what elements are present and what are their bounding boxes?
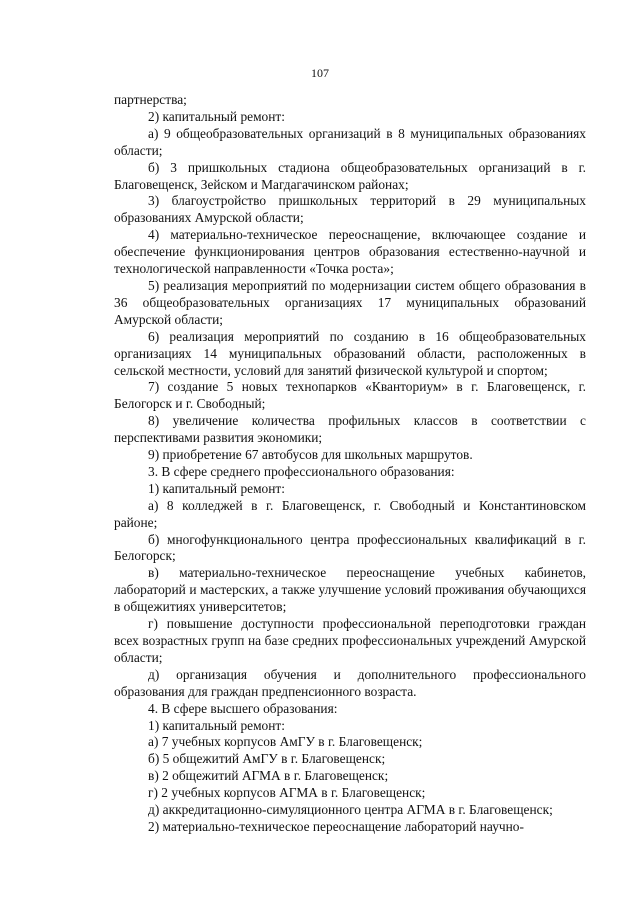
section-heading: 4. В сфере высшего образования: (148, 700, 338, 716)
page-number: 107 (311, 66, 329, 80)
paragraph: д) организация обучения и дополнительного профессионального образования для граждан предпенсионного возраста. (114, 666, 586, 699)
paragraph: 2) капитальный ремонт: (148, 108, 285, 124)
paragraph: 9) приобретение 67 автобусов для школьных маршрутов. (148, 447, 473, 463)
paragraph: г) 2 учебных корпусов АГМА в г. Благовещенск; (148, 785, 426, 801)
paragraph: 7) создание 5 новых технопарков «Кванториум» в г. Благовещенск, г. Белогорск и г. Свободный; (114, 379, 586, 412)
paragraph: 8) увеличение количества профильных классов в соответствии с перспективами развития экономики; (114, 413, 586, 446)
paragraph: б) многофункционального центра профессиональных квалификаций в г. Белогорск; (114, 531, 586, 564)
paragraph: а) 9 общеобразовательных организаций в 8 муниципальных образованиях области; (114, 125, 586, 158)
paragraph: в) материально-техническое переоснащение учебных кабинетов, лабораторий и мастерских, а также улучшение условий проживания обучающихся в общежитиях университетов; (114, 565, 586, 615)
paragraph: г) повышение доступности профессиональной переподготовки граждан всех возрастных групп на базе средних профессиональных учреждений Амурской области; (114, 616, 586, 665)
paragraph: 1) капитальный ремонт: (148, 717, 285, 733)
paragraph: 1) капитальный ремонт: (148, 480, 285, 496)
paragraph: 5) реализация мероприятий по модернизации систем общего образования в 36 общеобразовательных организациях 17 муниципальных образований Амурской области; (114, 277, 586, 327)
paragraph: 3) благоустройство пришкольных территорий в 29 муниципальных образованиях Амурской области; (114, 193, 586, 226)
paragraph: в) 2 общежитий АГМА в г. Благовещенск; (148, 768, 389, 784)
section-heading: 3. В сфере среднего профессионального образования: (148, 463, 455, 479)
paragraph: 6) реализация мероприятий по созданию в 16 общеобразовательных организациях 14 муниципальных образований области, расположенных в сельской местности, условий для занятий физической культурой и спортом; (114, 328, 586, 378)
paragraph: д) аккредитационно-симуляционного центра АГМА в г. Благовещенск; (148, 802, 553, 818)
paragraph: б) 3 пришкольных стадиона общеобразовательных организаций в г. Благовещенск, Зейском и Магдагачинском районах; (114, 159, 586, 192)
paragraph: а) 8 колледжей в г. Благовещенск, г. Свободный и Константиновском районе; (114, 497, 586, 530)
document-body (114, 92, 586, 836)
paragraph: б) 5 общежитий АмГУ в г. Благовещенск; (148, 751, 386, 767)
paragraph: партнерства; (114, 92, 187, 107)
paragraph: 2) материально-техническое переоснащение лабораторий научно- (148, 818, 524, 834)
paragraph: а) 7 учебных корпусов АмГУ в г. Благовещенск; (148, 734, 423, 750)
paragraph: 4) материально-техническое переоснащение, включающее создание и обеспечение функционирования центров образования естественно-научной и технологической направленности «Точка роста»; (114, 227, 586, 277)
